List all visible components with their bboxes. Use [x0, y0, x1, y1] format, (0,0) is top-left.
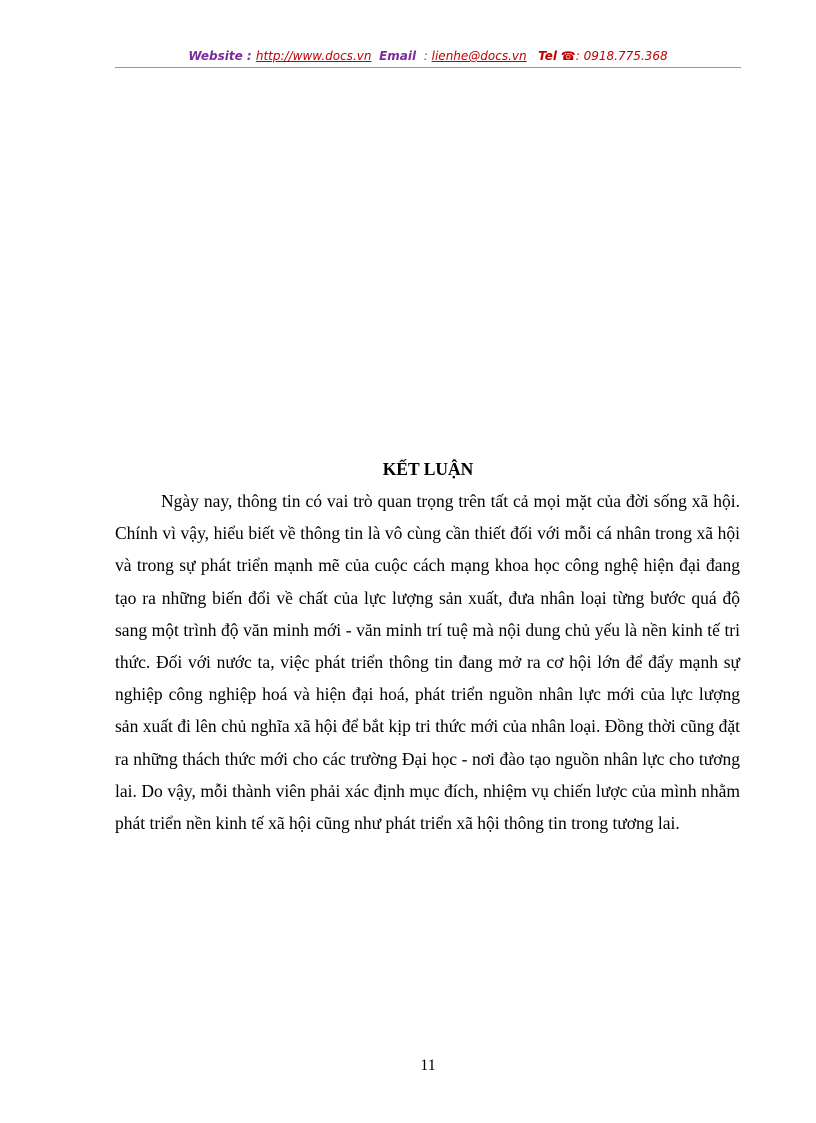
email-separator: :	[419, 49, 432, 63]
tel-value: : 0918.775.368	[575, 49, 668, 63]
phone-icon: ☎	[560, 49, 576, 63]
website-label: Website :	[188, 49, 256, 63]
page-number: 11	[420, 1057, 436, 1074]
page-header	[115, 46, 741, 66]
body-paragraph: Ngày nay, thông tin có vai trò quan trọng trên tất cả mọi mặt của đời sống xã hội. Chính vì vậy, hiểu biết về thông tin là vô cùng cần thiết đối với mỗi cá nhân trong xã hội và trong sự phát triển mạnh mẽ của cuộc cách mạng khoa học công nghệ hiện đại đang tạo ra những biến đổi về chất của lực lượng sản xuất, đưa nhân loại từng bước quá độ sang một trình độ văn minh mới - văn minh trí tuệ mà nội dung chủ yếu là nền kinh tế tri thức. Đối với nước ta, việc phát triển thông tin đang mở ra cơ hội lớn để đẩy mạnh sự nghiệp công nghiệp hoá và hiện đại hoá, phát triển nguồn nhân lực mới của lực lượng sản xuất đi lên chủ nghĩa xã hội để bắt kịp tri thức mới của nhân loại. Đồng thời cũng đặt ra những thách thức mới cho các trường Đại học - nơi đào tạo nguồn nhân lực cho tương lai. Do vậy, mỗi thành viên phải xác định mục đích, nhiệm vụ chiến lược của mình nhằm phát triển nền kinh tế xã hội cũng như phát triển xã hội thông tin trong tương lai.	[115, 491, 740, 834]
email-label: Email	[379, 49, 417, 63]
tel-label: Tel	[538, 49, 557, 63]
website-link[interactable]: http://www.docs.vn	[255, 49, 372, 63]
header-divider	[115, 67, 741, 68]
section-title: KẾT LUẬN	[382, 459, 474, 479]
email-link[interactable]: lienhe@docs.vn	[431, 49, 527, 63]
